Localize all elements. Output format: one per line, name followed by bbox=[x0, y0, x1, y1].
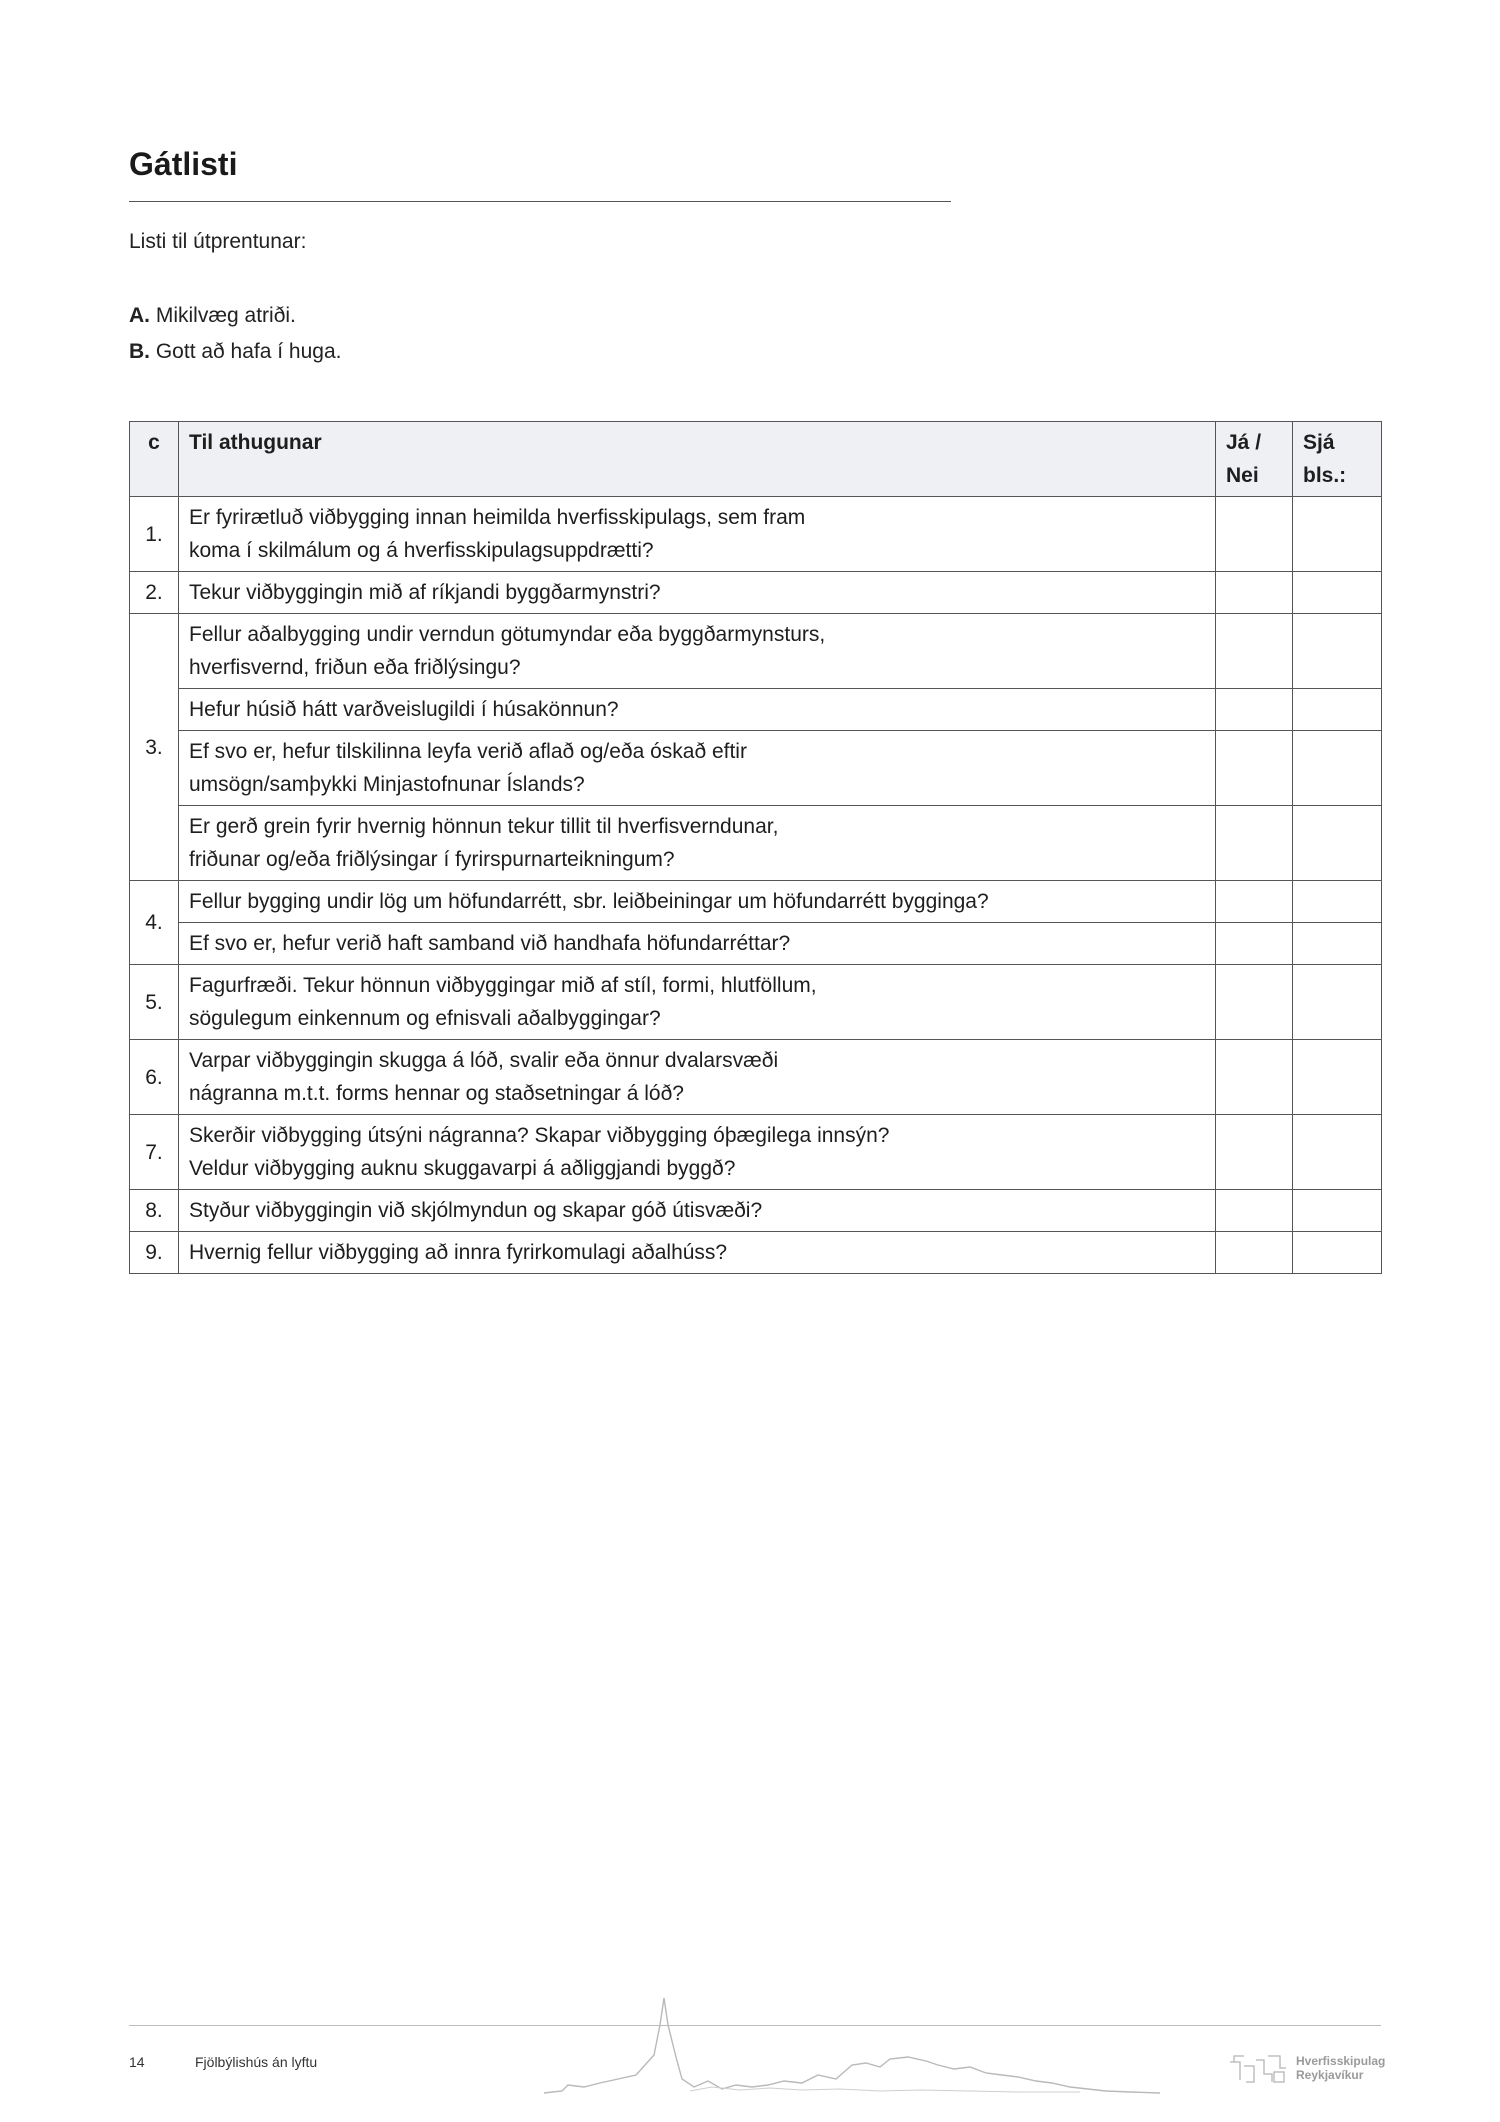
question-line: friðunar og/eða friðlýsingar í fyrirspurnarteikningum? bbox=[189, 848, 675, 871]
row-question bbox=[179, 497, 1216, 572]
yes-no-cell[interactable] bbox=[1216, 965, 1293, 1040]
page-ref-cell[interactable] bbox=[1293, 1040, 1382, 1115]
question-line: Styður viðbyggingin við skjólmyndun og skapar góð útisvæði? bbox=[189, 1199, 763, 1222]
row-question bbox=[179, 881, 1216, 923]
row-question bbox=[179, 731, 1216, 806]
checklist-table bbox=[129, 421, 1382, 1274]
table-row bbox=[130, 806, 1382, 881]
page-ref-cell[interactable] bbox=[1293, 497, 1382, 572]
hverfisskipulag-logo-icon bbox=[1228, 2052, 1288, 2084]
table-row bbox=[130, 1115, 1382, 1190]
row-number: 2. bbox=[130, 572, 179, 614]
legend-text: Gott að hafa í huga. bbox=[155, 340, 342, 363]
brand-line: Reykjavíkur bbox=[1296, 2068, 1364, 2082]
legend-item-b bbox=[129, 334, 341, 370]
page-ref-cell[interactable] bbox=[1293, 1115, 1382, 1190]
header-label: c bbox=[148, 431, 160, 454]
row-number: 6. bbox=[130, 1040, 179, 1115]
priority-legend bbox=[129, 298, 341, 370]
table-row bbox=[130, 614, 1382, 689]
page-ref-cell[interactable] bbox=[1293, 806, 1382, 881]
brand-block bbox=[1228, 2052, 1385, 2084]
question-line: Varpar viðbyggingin skugga á lóð, svalir eða önnur dvalarsvæði bbox=[189, 1049, 779, 1072]
yes-no-cell[interactable] bbox=[1216, 1190, 1293, 1232]
table-header-row bbox=[130, 422, 1382, 497]
header-label: Nei bbox=[1226, 464, 1259, 487]
yes-no-cell[interactable] bbox=[1216, 923, 1293, 965]
table-row bbox=[130, 1232, 1382, 1274]
table-row bbox=[130, 689, 1382, 731]
yes-no-cell[interactable] bbox=[1216, 689, 1293, 731]
legend-text: Mikilvæg atriði. bbox=[155, 304, 296, 327]
page-ref-cell[interactable] bbox=[1293, 731, 1382, 806]
row-question bbox=[179, 1190, 1216, 1232]
brand-text bbox=[1296, 2054, 1385, 2082]
intro-text: Listi til útprentunar: bbox=[129, 230, 307, 253]
row-question bbox=[179, 1115, 1216, 1190]
yes-no-cell[interactable] bbox=[1216, 1232, 1293, 1274]
row-number: 9. bbox=[130, 1232, 179, 1274]
page-ref-cell[interactable] bbox=[1293, 881, 1382, 923]
row-number: 7. bbox=[130, 1115, 179, 1190]
table-row bbox=[130, 731, 1382, 806]
table-row bbox=[130, 497, 1382, 572]
column-header-c bbox=[130, 422, 179, 497]
table-row bbox=[130, 965, 1382, 1040]
page-ref-cell[interactable] bbox=[1293, 614, 1382, 689]
yes-no-cell[interactable] bbox=[1216, 1115, 1293, 1190]
row-question bbox=[179, 923, 1216, 965]
page-ref-cell[interactable] bbox=[1293, 572, 1382, 614]
question-line: Er fyrirætluð viðbygging innan heimilda hverfisskipulags, sem fram bbox=[189, 506, 806, 529]
legend-item-a bbox=[129, 298, 341, 334]
legend-key: B. bbox=[129, 340, 150, 363]
table-row bbox=[130, 923, 1382, 965]
question-line: Fellur aðalbygging undir verndun götumyndar eða byggðarmynsturs, bbox=[189, 623, 826, 646]
yes-no-cell[interactable] bbox=[1216, 731, 1293, 806]
question-line: Fagurfræði. Tekur hönnun viðbyggingar mið af stíl, formi, hlutföllum, bbox=[189, 974, 817, 997]
title-divider bbox=[129, 201, 951, 202]
question-line: Er gerð grein fyrir hvernig hönnun tekur tillit til hverfisverndunar, bbox=[189, 815, 779, 838]
column-header-see-page bbox=[1293, 422, 1382, 497]
table-row bbox=[130, 572, 1382, 614]
row-question bbox=[179, 1040, 1216, 1115]
row-number: 8. bbox=[130, 1190, 179, 1232]
header-label: Já / bbox=[1226, 431, 1262, 454]
column-header-topic bbox=[179, 422, 1216, 497]
page-title: Gátlisti bbox=[129, 146, 238, 182]
question-line: umsögn/samþykki Minjastofnunar Íslands? bbox=[189, 773, 585, 796]
question-line: Ef svo er, hefur tilskilinna leyfa verið aflað og/eða óskað eftir bbox=[189, 740, 747, 763]
question-line: Hvernig fellur viðbygging að innra fyrirkomulagi aðalhúss? bbox=[189, 1241, 728, 1264]
header-label: Til athugunar bbox=[189, 431, 322, 454]
header-label: Sjá bbox=[1303, 431, 1335, 454]
row-question bbox=[179, 965, 1216, 1040]
question-line: Skerðir viðbygging útsýni nágranna? Skapar viðbygging óþægilega innsýn? bbox=[189, 1124, 890, 1147]
column-header-yes-no bbox=[1216, 422, 1293, 497]
question-line: hverfisvernd, friðun eða friðlýsingu? bbox=[189, 656, 521, 679]
yes-no-cell[interactable] bbox=[1216, 497, 1293, 572]
row-question bbox=[179, 689, 1216, 731]
row-number: 4. bbox=[130, 881, 179, 965]
page-ref-cell[interactable] bbox=[1293, 689, 1382, 731]
question-line: sögulegum einkennum og efnisvali aðalbyggingar? bbox=[189, 1007, 661, 1030]
table-row bbox=[130, 1190, 1382, 1232]
question-line: Tekur viðbyggingin mið af ríkjandi byggðarmynstri? bbox=[189, 581, 661, 604]
document-name: Fjölbýlishús án lyftu bbox=[195, 2054, 318, 2070]
question-line: Veldur viðbygging auknu skuggavarpi á aðliggjandi byggð? bbox=[189, 1157, 736, 1180]
row-number: 3. bbox=[130, 614, 179, 881]
yes-no-cell[interactable] bbox=[1216, 1040, 1293, 1115]
yes-no-cell[interactable] bbox=[1216, 806, 1293, 881]
row-number: 5. bbox=[130, 965, 179, 1040]
yes-no-cell[interactable] bbox=[1216, 881, 1293, 923]
question-line: koma í skilmálum og á hverfisskipulagsuppdrætti? bbox=[189, 539, 654, 562]
yes-no-cell[interactable] bbox=[1216, 572, 1293, 614]
row-number: 1. bbox=[130, 497, 179, 572]
row-question bbox=[179, 1232, 1216, 1274]
brand-line: Hverfisskipulag bbox=[1296, 2054, 1386, 2068]
page-number: 14 bbox=[129, 2054, 145, 2070]
row-question bbox=[179, 614, 1216, 689]
row-question bbox=[179, 572, 1216, 614]
page-ref-cell[interactable] bbox=[1293, 923, 1382, 965]
page-ref-cell[interactable] bbox=[1293, 1190, 1382, 1232]
question-line: Ef svo er, hefur verið haft samband við handhafa höfundarréttar? bbox=[189, 932, 791, 955]
table-row bbox=[130, 881, 1382, 923]
table-row bbox=[130, 1040, 1382, 1115]
yes-no-cell[interactable] bbox=[1216, 614, 1293, 689]
city-skyline-illustration bbox=[540, 1995, 1170, 2105]
header-label: bls.: bbox=[1303, 464, 1347, 487]
page-ref-cell[interactable] bbox=[1293, 1232, 1382, 1274]
page-ref-cell[interactable] bbox=[1293, 965, 1382, 1040]
question-line: Fellur bygging undir lög um höfundarrétt, sbr. leiðbeiningar um höfundarrétt bygginga? bbox=[189, 890, 989, 913]
question-line: nágranna m.t.t. forms hennar og staðsetningar á lóð? bbox=[189, 1082, 684, 1105]
question-line: Hefur húsið hátt varðveislugildi í húsakönnun? bbox=[189, 698, 619, 721]
row-question bbox=[179, 806, 1216, 881]
legend-key: A. bbox=[129, 304, 150, 327]
